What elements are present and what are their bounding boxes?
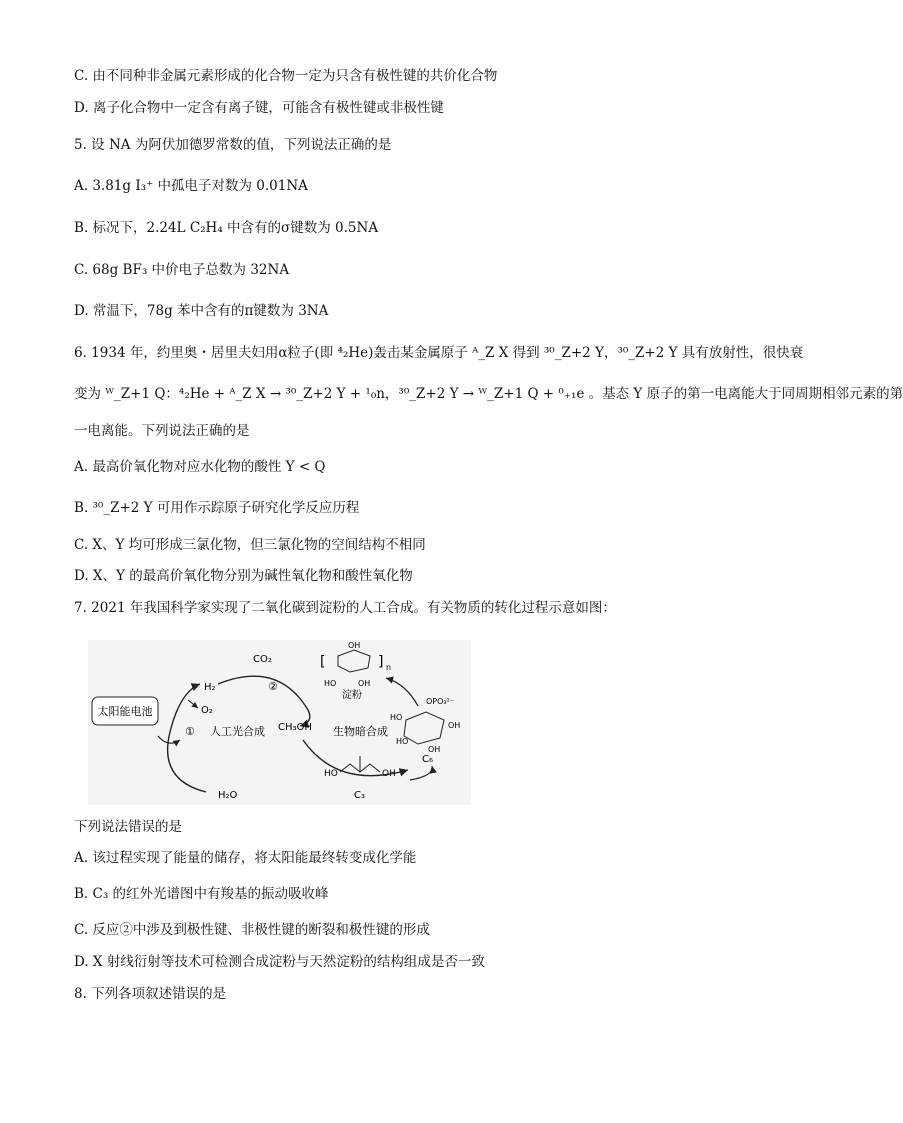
c3-label: C₃ (354, 790, 365, 801)
question-7-stem: 7. 2021 年我国科学家实现了二氧化碳到淀粉的人工合成。有关物质的转化过程示意如图： (74, 600, 616, 616)
option-5a: A. 3.81g I₃⁺ 中孤电子对数为 0.01NA (74, 178, 308, 194)
h2o-label: H₂O (218, 790, 238, 801)
co2-to-starch-diagram (88, 640, 471, 805)
option-7a: A. 该过程实现了能量的储存，将太阳能最终转变成化学能 (74, 850, 417, 866)
bio-dark-synthesis-label: 生物暗合成 (333, 725, 388, 738)
question-6-stem-line1: 6. 1934 年，约里奥・居里夫妇用α粒子(即 ⁴₂He)轰击某金属原子 ᴬ_Z X 得到 ³⁰_Z+2 Y，³⁰_Z+2 Y 具有放射性，很快衰 (74, 345, 804, 361)
question-6-stem-line3: 一电离能。下列说法正确的是 (74, 423, 250, 439)
option-6c: C. X、Y 均可形成三氯化物，但三氯化物的空间结构不相同 (74, 537, 426, 553)
o2-label: O₂ (201, 705, 213, 716)
starch-oh-top-label: OH (348, 641, 361, 650)
option-7d: D. X 射线衍射等技术可检测合成淀粉与天然淀粉的结构组成是否一致 (74, 954, 485, 970)
option-4c: C. 由不同种非金属元素形成的化合物一定为只含有极性键的共价化合物 (74, 68, 498, 84)
option-4d: D. 离子化合物中一定含有离子键，可能含有极性键或非极性键 (74, 100, 444, 116)
starch-oh-label: OH (358, 679, 371, 688)
methanol-label: CH₃OH (278, 722, 312, 733)
option-6d: D. X、Y 的最高价氧化物分别为碱性氧化物和酸性氧化物 (74, 568, 413, 584)
option-6b: B. ³⁰_Z+2 Y 可用作示踪原子研究化学反应历程 (74, 500, 360, 516)
option-6a: A. 最高价氧化物对应水化物的酸性 Y < Q (74, 459, 326, 475)
option-5d: D. 常温下，78g 苯中含有的π键数为 3NA (74, 303, 329, 319)
h2-label: H₂ (204, 682, 216, 693)
c6-ho-label: HO (390, 713, 403, 722)
c6-oh-right-label: OH (448, 721, 461, 730)
starch-ho-label: HO (324, 679, 337, 688)
option-5b: B. 标况下，2.24L C₂H₄ 中含有的σ键数为 0.5NA (74, 220, 379, 236)
question-8-stem: 8. 下列各项叙述错误的是 (74, 986, 227, 1002)
starch-bracket-right: ] (378, 654, 384, 670)
question-7-prompt: 下列说法错误的是 (74, 819, 182, 835)
c6-opo3-label: OPO₃²⁻ (426, 697, 455, 706)
c6-label: C₆ (422, 754, 433, 765)
circle-2-label: ② (268, 680, 278, 693)
c6-oh-bottom-label: OH (428, 745, 441, 754)
starch-bracket-left: [ (320, 654, 326, 670)
c6-ho-bottom-label: HO (396, 737, 409, 746)
option-7c: C. 反应②中涉及到极性键、非极性键的断裂和极性键的形成 (74, 922, 430, 938)
question-5-stem: 5. 设 NA 为阿伏加德罗常数的值，下列说法正确的是 (74, 137, 392, 153)
c3-ho-label: HO (324, 769, 338, 779)
option-5c: C. 68g BF₃ 中价电子总数为 32NA (74, 262, 290, 278)
co2-label: CO₂ (253, 654, 272, 665)
starch-label: 淀粉 (342, 690, 362, 701)
circle-1-label: ① (185, 725, 195, 738)
c3-oh-label: OH (382, 769, 396, 779)
starch-n-label: n (386, 663, 392, 672)
question-6-stem-line2: 变为 ᵂ_Z+1 Q：⁴₂He + ᴬ_Z X → ³⁰_Z+2 Y + ¹₀n，³⁰_Z+2 Y → ᵂ_Z+1 Q + ⁰₊₁e 。基态 Y 原子的第一电离能大于同周期相邻元素的第 (74, 386, 903, 402)
solar-cell-label: 太阳能电池 (97, 705, 153, 718)
artificial-photosynthesis-label: 人工光合成 (210, 725, 265, 738)
option-7b: B. C₃ 的红外光谱图中有羧基的振动吸收峰 (74, 886, 329, 902)
